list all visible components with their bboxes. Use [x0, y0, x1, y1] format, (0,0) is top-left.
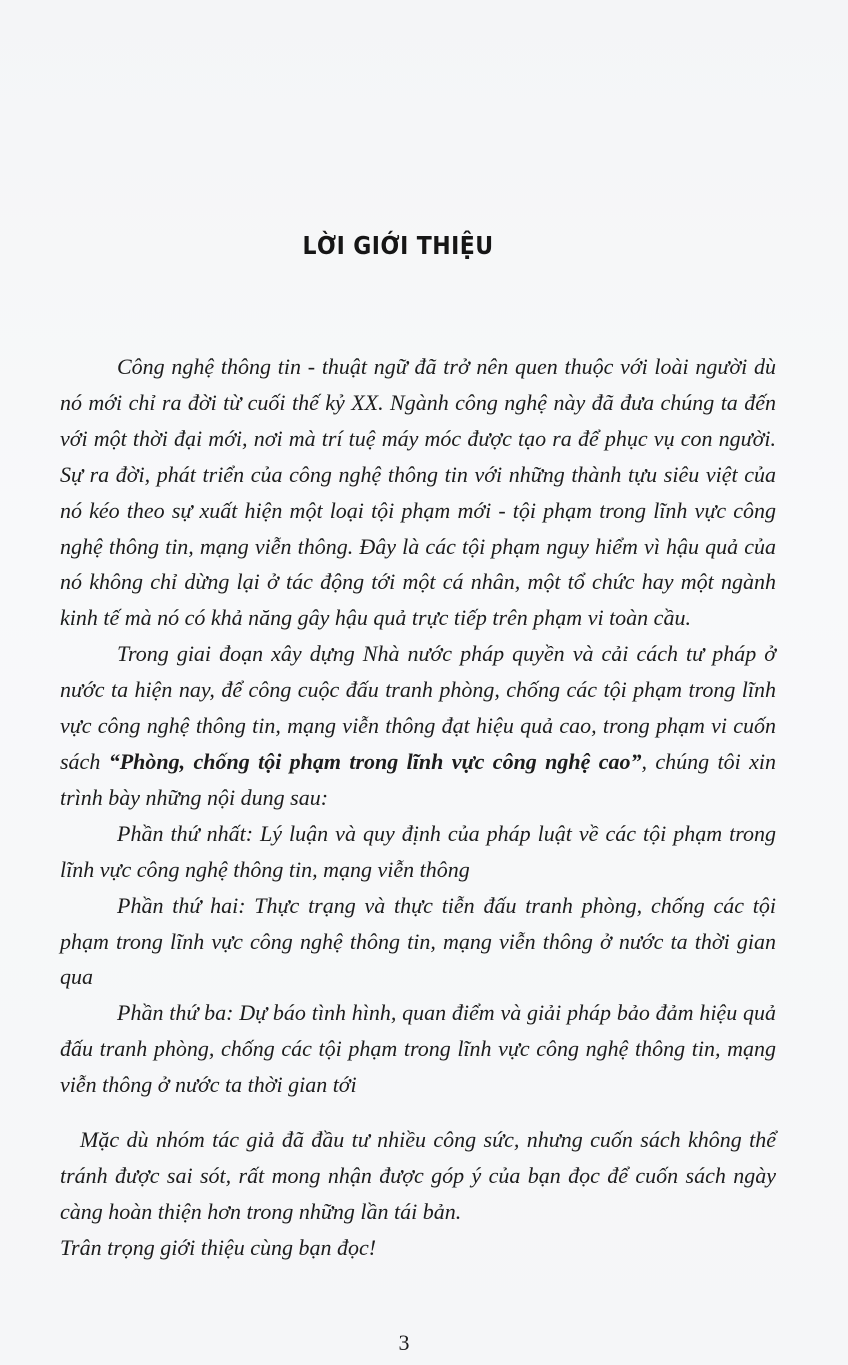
- closing-paragraph: Mặc dù nhóm tác giả đã đầu tư nhiều công sức, nhưng cuốn sách không thể tránh được sai sót, rất mong nhận được góp ý của bạn đọc để cuốn sách ngày càng hoàn thiện hơn trong những lần tái bản.: [60, 1127, 776, 1224]
- closing-signoff: Trân trọng giới thiệu cùng bạn đọc!: [60, 1234, 377, 1260]
- closing-block: [60, 1122, 776, 1266]
- paragraph-intro-2: [60, 636, 776, 816]
- body-text: [60, 349, 776, 1103]
- part-two: Phần thứ hai: Thực trạng và thực tiễn đấu tranh phòng, chống các tội phạm trong lĩnh vực công nghệ thông tin, mạng viễn thông ở nước ta thời gian qua: [60, 892, 776, 990]
- paragraph-intro-1: Công nghệ thông tin - thuật ngữ đã trở nên quen thuộc với loài người dù nó mới chỉ ra đời từ cuối thế kỷ XX. Ngành công nghệ này đã đưa chúng ta đến với một thời đại mới, nơi mà trí tuệ máy móc được tạo ra để phục vụ con người. Sự ra đời, phát triển của công nghệ thông tin với những thành tựu siêu việt của nó kéo theo sự xuất hiện một loại tội phạm mới - tội phạm trong lĩnh vực công nghệ thông tin, mạng viễn thông. Đây là các tội phạm nguy hiểm vì hậu quả của nó không chỉ dừng lại ở tác động tới một cá nhân, một tổ chức hay một ngành kinh tế mà nó có khả năng gây hậu quả trực tiếp trên phạm vi toàn cầu.: [60, 354, 776, 631]
- intro-text-before: Trong giai đoạn xây dựng Nhà nước pháp quyền và cải cách tư pháp ở nước ta hiện nay, để công cuộc đấu tranh phòng, chống các tội phạm trong lĩnh vực công nghệ thông tin, mạng viễn thông đạt hiệu quả cao, trong phạm vi cuốn sách: [60, 641, 776, 774]
- intro-text-after: , chúng tôi xin trình bày những nội dung sau:: [60, 748, 777, 810]
- page-number: 3: [398, 1330, 410, 1355]
- page-title: LỜI GIỚI THIỆU: [302, 231, 494, 260]
- part-one: Phần thứ nhất: Lý luận và quy định của pháp luật về các tội phạm trong lĩnh vực công nghệ thông tin, mạng viễn thông: [60, 820, 776, 882]
- book-title: “Phòng, chống tội phạm trong lĩnh vực công nghệ cao”: [108, 748, 642, 774]
- part-three: Phần thứ ba: Dự báo tình hình, quan điểm và giải pháp bảo đảm hiệu quả đấu tranh phòng, chống các tội phạm trong lĩnh vực công nghệ thông tin, mạng viễn thông ở nước ta thời gian tới: [60, 1000, 776, 1098]
